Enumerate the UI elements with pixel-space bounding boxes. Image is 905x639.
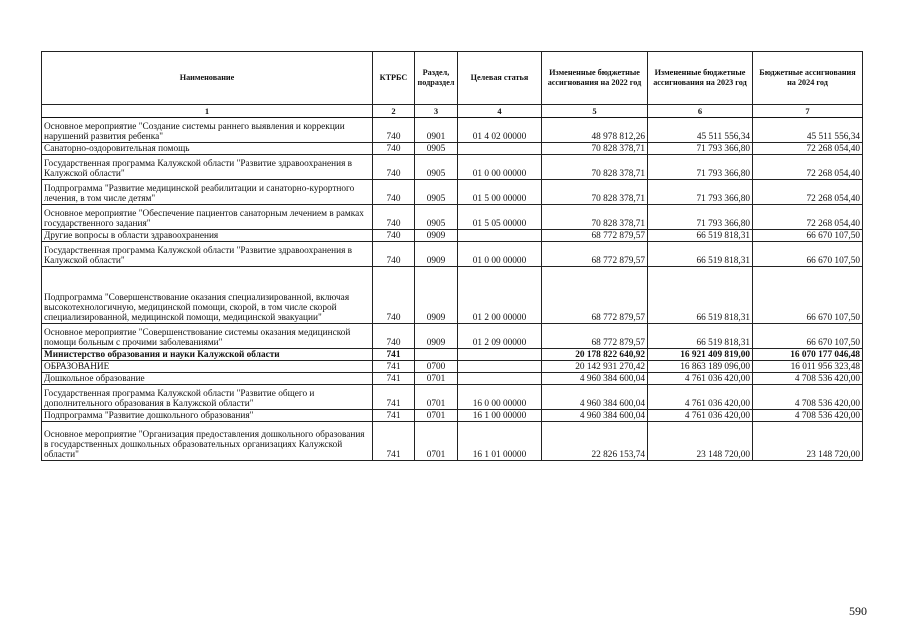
- header-2023: Измененные бюджетные ассигнования на 2023 год: [648, 52, 753, 105]
- header-celevaya: Целевая статья: [458, 52, 542, 105]
- row-value-2024: 72 268 054,40: [753, 155, 863, 180]
- table-row: [42, 205, 863, 230]
- column-number-row: [42, 105, 863, 118]
- row-value-2024: 72 268 054,40: [753, 205, 863, 230]
- table-row: [42, 324, 863, 349]
- table-row: [42, 143, 863, 155]
- row-value-2024: 66 670 107,50: [753, 242, 863, 267]
- row-ktrbs: 741: [373, 349, 415, 361]
- row-value-2022: 20 178 822 640,92: [542, 349, 648, 361]
- row-name: Государственная программа Калужской области "Развитие общего и дополнительного образования в Калужской области": [42, 385, 373, 410]
- row-value-2022: 68 772 879,57: [542, 267, 648, 324]
- row-value-2022: 70 828 378,71: [542, 143, 648, 155]
- row-name: Дошкольное образование: [42, 373, 373, 385]
- row-ktrbs: 740: [373, 267, 415, 324]
- column-number: 5: [542, 105, 648, 118]
- row-value-2022: 4 960 384 600,04: [542, 373, 648, 385]
- row-name: Основное мероприятие "Создание системы раннего выявления и коррекции нарушений развития ребенка": [42, 118, 373, 143]
- row-ktrbs: 740: [373, 155, 415, 180]
- row-ktrbs: 740: [373, 324, 415, 349]
- table-row: [42, 373, 863, 385]
- table-row: [42, 349, 863, 361]
- row-celevaya: [458, 143, 542, 155]
- column-number: 6: [648, 105, 753, 118]
- row-value-2022: 48 978 812,26: [542, 118, 648, 143]
- row-name: Основное мероприятие "Обеспечение пациентов санаторным лечением в рамках государственного задания": [42, 205, 373, 230]
- column-number: 7: [753, 105, 863, 118]
- row-value-2022: 22 826 153,74: [542, 422, 648, 461]
- row-value-2023: 66 519 818,31: [648, 242, 753, 267]
- row-value-2023: 4 761 036 420,00: [648, 385, 753, 410]
- row-ktrbs: 740: [373, 118, 415, 143]
- row-value-2023: 16 921 409 819,00: [648, 349, 753, 361]
- row-celevaya: 16 1 01 00000: [458, 422, 542, 461]
- row-value-2024: 4 708 536 420,00: [753, 373, 863, 385]
- column-number: 3: [415, 105, 458, 118]
- row-value-2022: 20 142 931 270,42: [542, 361, 648, 373]
- row-celevaya: 01 4 02 00000: [458, 118, 542, 143]
- row-value-2024: 66 670 107,50: [753, 267, 863, 324]
- row-value-2023: 71 793 366,80: [648, 180, 753, 205]
- row-razdel: 0905: [415, 180, 458, 205]
- row-name: Государственная программа Калужской области "Развитие здравоохранения в Калужской области": [42, 242, 373, 267]
- row-ktrbs: 741: [373, 373, 415, 385]
- row-value-2023: 71 793 366,80: [648, 143, 753, 155]
- row-value-2022: 70 828 378,71: [542, 205, 648, 230]
- row-razdel: [415, 349, 458, 361]
- table-row: [42, 410, 863, 422]
- row-celevaya: 01 0 00 00000: [458, 242, 542, 267]
- row-razdel: 0905: [415, 143, 458, 155]
- row-value-2022: 68 772 879,57: [542, 230, 648, 242]
- header-ktrbs: КТРБС: [373, 52, 415, 105]
- row-name: Министерство образования и науки Калужской области: [42, 349, 373, 361]
- table-row: [42, 242, 863, 267]
- row-ktrbs: 740: [373, 230, 415, 242]
- row-razdel: 0905: [415, 205, 458, 230]
- budget-table: [41, 51, 863, 461]
- row-value-2023: 71 793 366,80: [648, 205, 753, 230]
- row-value-2023: 45 511 556,34: [648, 118, 753, 143]
- column-number: 1: [42, 105, 373, 118]
- row-value-2022: 70 828 378,71: [542, 155, 648, 180]
- table-row: [42, 361, 863, 373]
- row-razdel: 0901: [415, 118, 458, 143]
- column-number: 4: [458, 105, 542, 118]
- row-celevaya: 01 2 09 00000: [458, 324, 542, 349]
- table-header-row: [42, 52, 863, 105]
- row-value-2022: 4 960 384 600,04: [542, 385, 648, 410]
- row-value-2023: 4 761 036 420,00: [648, 373, 753, 385]
- header-name: Наименование: [42, 52, 373, 105]
- row-celevaya: 01 5 05 00000: [458, 205, 542, 230]
- row-razdel: 0909: [415, 230, 458, 242]
- row-ktrbs: 741: [373, 385, 415, 410]
- row-ktrbs: 741: [373, 422, 415, 461]
- row-name: Санаторно-оздоровительная помощь: [42, 143, 373, 155]
- row-name: Основное мероприятие "Организация предоставления дошкольного образования в государственных дошкольных образовательных организациях Калужской области": [42, 422, 373, 461]
- row-value-2024: 4 708 536 420,00: [753, 385, 863, 410]
- row-value-2022: 70 828 378,71: [542, 180, 648, 205]
- header-2022: Измененные бюджетные ассигнования на 2022 год: [542, 52, 648, 105]
- row-value-2023: 66 519 818,31: [648, 324, 753, 349]
- row-value-2024: 72 268 054,40: [753, 180, 863, 205]
- table-row: [42, 118, 863, 143]
- row-value-2024: 66 670 107,50: [753, 324, 863, 349]
- row-value-2024: 16 011 956 323,48: [753, 361, 863, 373]
- row-name: Государственная программа Калужской области "Развитие здравоохранения в Калужской области": [42, 155, 373, 180]
- row-razdel: 0701: [415, 385, 458, 410]
- row-celevaya: [458, 230, 542, 242]
- table-row: [42, 267, 863, 324]
- row-celevaya: [458, 361, 542, 373]
- row-ktrbs: 741: [373, 410, 415, 422]
- row-celevaya: [458, 349, 542, 361]
- row-value-2022: 4 960 384 600,04: [542, 410, 648, 422]
- row-razdel: 0701: [415, 373, 458, 385]
- row-name: ОБРАЗОВАНИЕ: [42, 361, 373, 373]
- row-razdel: 0909: [415, 324, 458, 349]
- row-value-2022: 68 772 879,57: [542, 324, 648, 349]
- row-name: Подпрограмма "Совершенствование оказания специализированной, включая высокотехнологичную, медицинской помощи, скорой, в том числе скорой специализированной, медицинской помощи, медицинской эвакуации": [42, 267, 373, 324]
- row-celevaya: 01 0 00 00000: [458, 155, 542, 180]
- row-celevaya: [458, 373, 542, 385]
- row-razdel: 0909: [415, 267, 458, 324]
- row-razdel: 0905: [415, 155, 458, 180]
- row-name: Основное мероприятие "Совершенствование системы оказания медицинской помощи больным с прочими заболеваниями": [42, 324, 373, 349]
- table-row: [42, 385, 863, 410]
- page-number: 590: [849, 604, 867, 618]
- row-ktrbs: 740: [373, 242, 415, 267]
- row-celevaya: 01 2 00 00000: [458, 267, 542, 324]
- row-value-2024: 66 670 107,50: [753, 230, 863, 242]
- table-row: [42, 180, 863, 205]
- row-name: Другие вопросы в области здравоохранения: [42, 230, 373, 242]
- row-razdel: 0701: [415, 410, 458, 422]
- row-razdel: 0701: [415, 422, 458, 461]
- row-value-2023: 71 793 366,80: [648, 155, 753, 180]
- row-celevaya: 01 5 00 00000: [458, 180, 542, 205]
- header-razdel: Раздел, подраздел: [415, 52, 458, 105]
- row-ktrbs: 740: [373, 180, 415, 205]
- row-value-2024: 45 511 556,34: [753, 118, 863, 143]
- row-value-2023: 66 519 818,31: [648, 230, 753, 242]
- header-2024: Бюджетные ассигнования на 2024 год: [753, 52, 863, 105]
- row-razdel: 0909: [415, 242, 458, 267]
- table-row: [42, 155, 863, 180]
- row-name: Подпрограмма "Развитие дошкольного образования": [42, 410, 373, 422]
- row-value-2024: 16 070 177 046,48: [753, 349, 863, 361]
- table-row: [42, 422, 863, 461]
- table-row: [42, 230, 863, 242]
- row-value-2023: 4 761 036 420,00: [648, 410, 753, 422]
- row-celevaya: 16 1 00 00000: [458, 410, 542, 422]
- row-name: Подпрограмма "Развитие медицинской реабилитации и санаторно-курортного лечения, в том числе детям": [42, 180, 373, 205]
- row-ktrbs: 740: [373, 205, 415, 230]
- row-ktrbs: 740: [373, 143, 415, 155]
- row-value-2024: 23 148 720,00: [753, 422, 863, 461]
- row-value-2023: 66 519 818,31: [648, 267, 753, 324]
- row-value-2024: 4 708 536 420,00: [753, 410, 863, 422]
- row-value-2022: 68 772 879,57: [542, 242, 648, 267]
- row-value-2023: 23 148 720,00: [648, 422, 753, 461]
- table-body: [42, 118, 863, 461]
- row-celevaya: 16 0 00 00000: [458, 385, 542, 410]
- row-value-2023: 16 863 189 096,00: [648, 361, 753, 373]
- row-ktrbs: 741: [373, 361, 415, 373]
- column-number: 2: [373, 105, 415, 118]
- row-value-2024: 72 268 054,40: [753, 143, 863, 155]
- row-razdel: 0700: [415, 361, 458, 373]
